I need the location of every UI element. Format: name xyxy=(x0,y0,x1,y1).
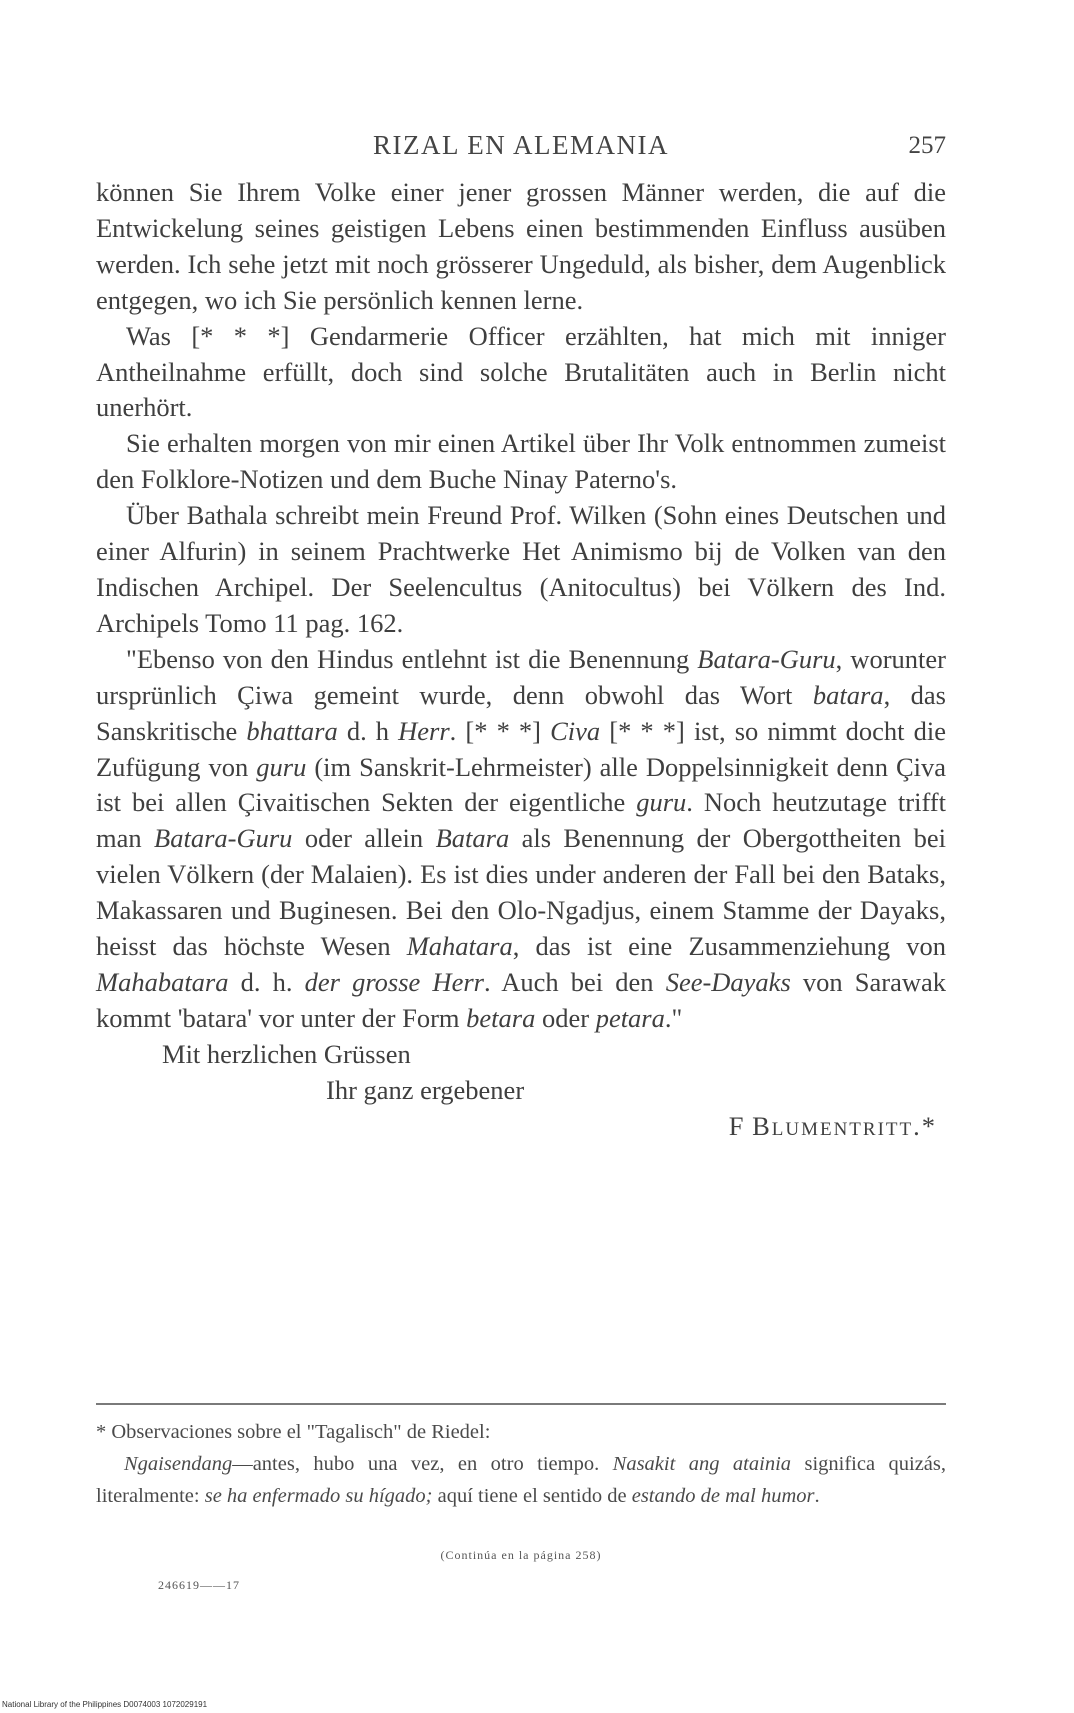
quote-text: , das ist eine Zusammenziehung von xyxy=(512,931,946,962)
footnote-text: significa quizás, literalmente: xyxy=(96,1453,946,1507)
quote-text: , worunter ursprünlich Çiwa gemeint wurde, denn obwohl das Wort xyxy=(96,643,946,710)
quote-italic-term: Mahabatara xyxy=(96,966,229,997)
quote-text: . Auch bei den xyxy=(483,966,666,997)
closing-phrase: Ihr ganz ergebener xyxy=(326,1074,525,1105)
running-head xyxy=(96,130,946,170)
footnote-body xyxy=(96,1448,946,1512)
quote-italic-term: Batara xyxy=(435,823,510,854)
quote-text: . Noch heutzutage trifft man xyxy=(96,787,946,854)
paragraph-3: Sie erhalten morgen von mir einen Artikel über Ihr Volk entnommen zumeist den Folklore-Notizen und dem Buche Ninay Paterno's. xyxy=(96,428,946,495)
quote-text: (im Sanskrit-Lehrmeister) alle Doppelsinnigkeit denn Çiva ist bei allen Çivaitischen Sekten der eigentliche xyxy=(96,751,947,818)
signature xyxy=(96,1109,946,1145)
quote-italic-term: Civa xyxy=(550,715,601,746)
footnote-text: . xyxy=(814,1485,820,1507)
footnote-italic-term: estando de mal humor xyxy=(631,1485,815,1507)
signature-name: Blumentritt. xyxy=(752,1110,922,1141)
quote-text: "Ebenso von den Hindus entlehnt ist die Benennung xyxy=(126,643,698,674)
footnote-marker: * xyxy=(921,1110,936,1141)
quote-text: d. h xyxy=(337,715,399,746)
footnote-line-1: * Observaciones sobre el "Tagalisch" de Riedel: xyxy=(96,1421,491,1443)
quote-text: von Sarawak kommt 'batara' vor unter der Form xyxy=(96,966,947,1033)
quote-text: , das Sanskritische xyxy=(96,679,946,746)
footnote-text: —antes, hubo una vez, en otro tiempo. xyxy=(232,1453,613,1475)
footnote-italic-term: se ha enfermado su hígado; xyxy=(204,1485,433,1507)
signature-initial: F xyxy=(728,1110,745,1141)
quote-italic-term: batara xyxy=(812,679,884,710)
quote-italic-term: guru xyxy=(256,751,307,782)
quote-italic-term: Batara-Guru xyxy=(697,643,836,674)
quote-italic-term: petara xyxy=(595,1002,665,1033)
quote-text: . [* * *] xyxy=(449,715,551,746)
running-title: RIZAL EN ALEMANIA xyxy=(373,130,669,160)
quoted-paragraph xyxy=(96,642,946,1037)
printer-mark: 246619——17 xyxy=(158,1578,240,1592)
quote-italic-term: Herr xyxy=(398,715,450,746)
quote-text: als Benennung der Obergottheiten bei vielen Völkern (der Malaien). Es ist dies under anderen der Fall bei den Bataks, Makassaren und Buginesen. Bei den Olo-Ngadjus, einem Stamme der Dayaks, heisst das höchste Wesen xyxy=(96,823,947,962)
quote-italic-term: guru xyxy=(636,787,687,818)
paragraph-4: Über Bathala schreibt mein Freund Prof. Wilken (Sohn eines Deutschen und einer Alfurin) in seinem Prachtwerke Het Animismo bij de Volken van den Indischen Archipel. Der Seelencultus (Anitocultus) bei Völkern des Ind. Archipels Tomo 11 pag. 162. xyxy=(96,500,946,638)
quote-italic-term: Batara-Guru xyxy=(154,823,293,854)
footnote xyxy=(96,1416,946,1512)
paragraph-2: Was [* * *] Gendarmerie Officer erzählten, hat mich mit inniger Antheilnahme erfüllt, doch sind solche Brutalitäten auch in Berlin nicht unerhört. xyxy=(96,320,946,423)
footnote-divider xyxy=(96,1403,946,1405)
quote-text: oder allein xyxy=(292,823,436,854)
library-stamp: National Library of the Philippines D0074003 1072029191 xyxy=(2,1700,208,1709)
quote-text: [* * *] ist, so nimmt docht die Zufügung von xyxy=(96,715,947,782)
quote-italic-term: Mahatara xyxy=(406,931,513,962)
quote-italic-term: der grosse Herr xyxy=(304,966,484,997)
quote-italic-term: betara xyxy=(466,1002,536,1033)
closing-greeting: Mit herzlichen Grüssen xyxy=(162,1038,411,1069)
quote-italic-term: See-Dayaks xyxy=(665,966,791,997)
footnote-italic-term: Ngaisendang xyxy=(124,1453,233,1475)
quote-text: oder xyxy=(535,1002,596,1033)
quote-italic-term: bhattara xyxy=(246,715,338,746)
page-number: 257 xyxy=(908,132,946,159)
quote-text: ." xyxy=(664,1002,683,1033)
paragraph-1: können Sie Ihrem Volke einer jener grossen Männer werden, die auf die Entwickelung seines geistigen Lebens einen bestimmenden Einfluss ausüben werden. Ich sehe jetzt mit noch grösserer Ungeduld, als bisher, dem Augenblick entgegen, wo ich Sie persönlich kennen lerne. xyxy=(96,177,946,315)
quote-text: d. h. xyxy=(228,966,305,997)
letter-body xyxy=(96,175,946,1144)
footnote-text: aquí tiene el sentido de xyxy=(432,1485,632,1507)
continuation-note: (Continúa en la página 258) xyxy=(440,1548,602,1562)
footnote-italic-term: Nasakit ang atainia xyxy=(612,1453,792,1475)
